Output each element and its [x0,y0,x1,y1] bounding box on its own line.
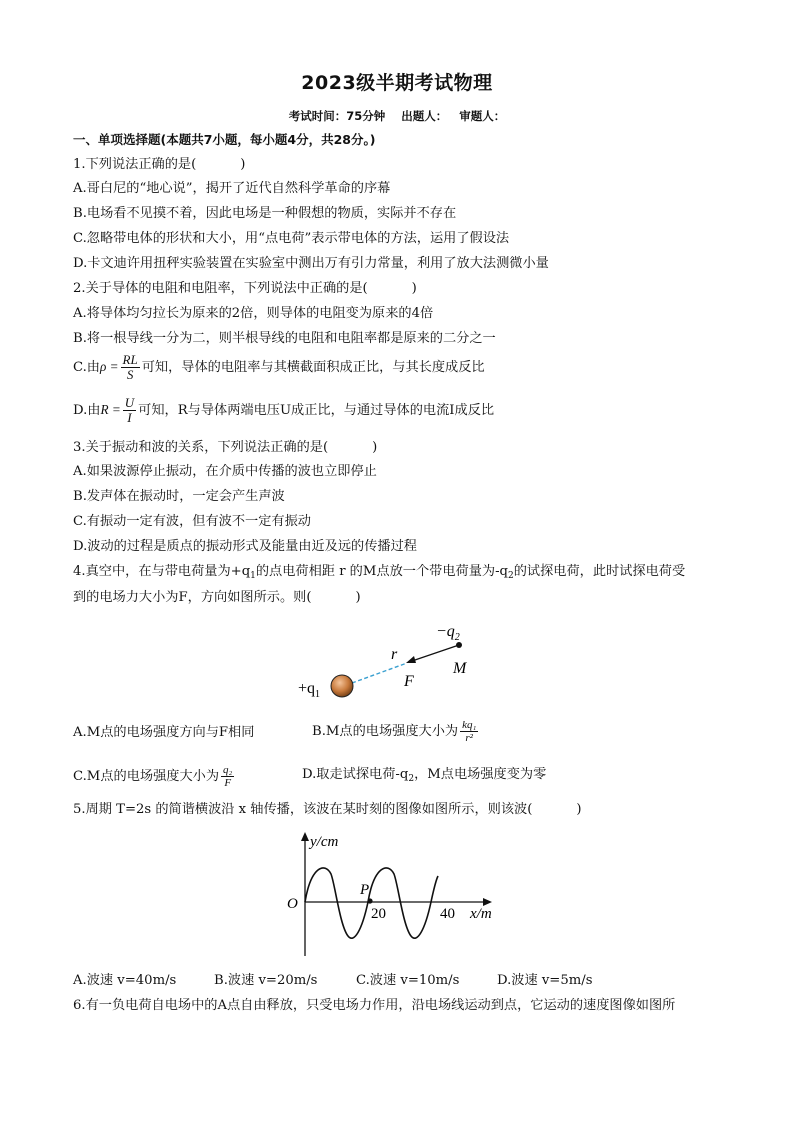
q4-option-b: B.M点的电场强度大小为 $\frac{\text{kq₁}}{\text{r²}}$ [312,719,477,744]
label-m: M [453,660,467,677]
q3-option-d: D.波动的过程是质点的振动形式及能量由近及远的传播过程 [73,539,417,554]
label-f: F [404,673,414,690]
exam-setter: 出题人： [401,109,448,123]
q2-option-a: A.将导体均匀拉长为原来的2倍，则导体的电阻变为原来的4倍 [73,306,434,321]
field-dashed-line [352,663,407,683]
label-q1: $+q_1$ [298,680,321,700]
q3-stem: 3.关于振动和波的关系，下列说法正确的是( ) [73,440,378,455]
section-heading: 一、单项选择题(本题共7小题，每小题4分，共28分。) [73,132,376,147]
q2-option-b: B.将一根导线一分为二，则半根导线的电阻和电阻率都是原来的二分之一 [73,331,496,346]
q3-option-a: A.如果波源停止振动，在介质中传播的波也立即停止 [73,464,377,479]
q1-option-c: C.忽略带电体的形状和大小，用“点电荷”表示带电体的方法，运用了假设法 [73,231,510,246]
q5-option-a: A.波速 v=40m/s [73,973,177,988]
force-arrow-line [412,645,459,661]
formula-r: R = [100,402,121,417]
q3-option-c: C.有振动一定有波，但有波不一定有振动 [73,514,311,529]
point-p [367,898,372,903]
label-p: P [360,882,370,898]
q4-stem-line2: 到的电场力大小为F，方向如图所示。则( ) [73,590,361,605]
force-arrow-head [406,656,416,663]
q5-wave-figure [280,826,505,960]
q4-figure [290,612,510,706]
q2-stem: 2.关于导体的电阻和电阻率，下列说法中正确的是( ) [73,281,417,296]
q5-option-c: C.波速 v=10m/s [356,973,460,988]
fraction-u-i: $\frac{U}{I}$ [124,395,135,425]
exam-meta [0,108,794,124]
exam-time: 考试时间：75分钟 [288,109,386,123]
q1-option-a: A.哥白尼的“地心说”，揭开了近代自然科学革命的序幕 [73,181,391,196]
charge-sphere [331,675,353,697]
fraction-q2-f: $\frac{\text{q₂}}{F}$ [223,764,233,789]
exam-reviewer: 审题人： [459,109,506,123]
y-axis-arrow [301,832,309,841]
label-y: y/cm [310,834,339,850]
label-q2: $-q_2$ [436,623,460,643]
fraction-kq1-r2: $\frac{\text{kq₁}}{\text{r²}}$ [462,719,477,744]
q1-option-d: D.卡文迪许用扭秤实验装置在实验室中测出万有引力常量，利用了放大法测微小量 [73,256,549,271]
tick-40: 40 [440,906,455,922]
fraction-rl-s: $\frac{RL}{S}$ [122,352,138,382]
q3-option-b: B.发声体在振动时，一定会产生声波 [73,489,285,504]
label-r: r [391,646,398,663]
q6-stem: 6.有一负电荷自电场中的A点自由释放，只受电场力作用，沿电场线运动到点，它运动的速度图像如图所 [73,998,676,1013]
q1-stem: 1.下列说法正确的是( ) [73,157,246,172]
label-origin: O [287,896,298,912]
label-x: x/m [470,906,492,922]
x-axis-arrow [483,898,492,906]
q4-option-c: C.M点的电场强度大小为 $\frac{\text{q₂}}{F}$ [73,764,233,789]
q2-option-d: D.由R = $\frac{U}{I}$ 可知，R与导体两端电压U成正比，与通过导体的电流I成反比 [73,395,495,425]
q4-option-a: A.M点的电场强度方向与F相同 [73,725,255,740]
exam-title: 2023级半期考试物理 [301,72,493,94]
q1-option-b: B.电场看不见摸不着，因此电场是一种假想的物质，实际并不存在 [73,206,457,221]
q5-option-b: B.波速 v=20m/s [214,973,318,988]
q4-stem-line1: 4.真空中，在与带电荷量为$+q_1$的点电荷相距 r 的M点放一个带电荷量为$-q_2$的试探电荷，此时试探电荷受 [73,564,686,581]
q5-option-d: D.波速 v=5m/s [497,973,593,988]
q4-option-d: D.取走试探电荷$-q_2$，M点电场强度变为零 [302,767,547,784]
q5-stem: 5.周期 T=2s 的简谐横波沿 x 轴传播，该波在某时刻的图像如图所示，则该波( ) [73,802,582,817]
q2-option-c: C.由ρ = $\frac{RL}{S}$ 可知，导体的电阻率与其横截面积成正比，与其长度成反比 [73,352,485,382]
tick-20: 20 [371,906,386,922]
formula-rho: ρ = [100,359,119,374]
